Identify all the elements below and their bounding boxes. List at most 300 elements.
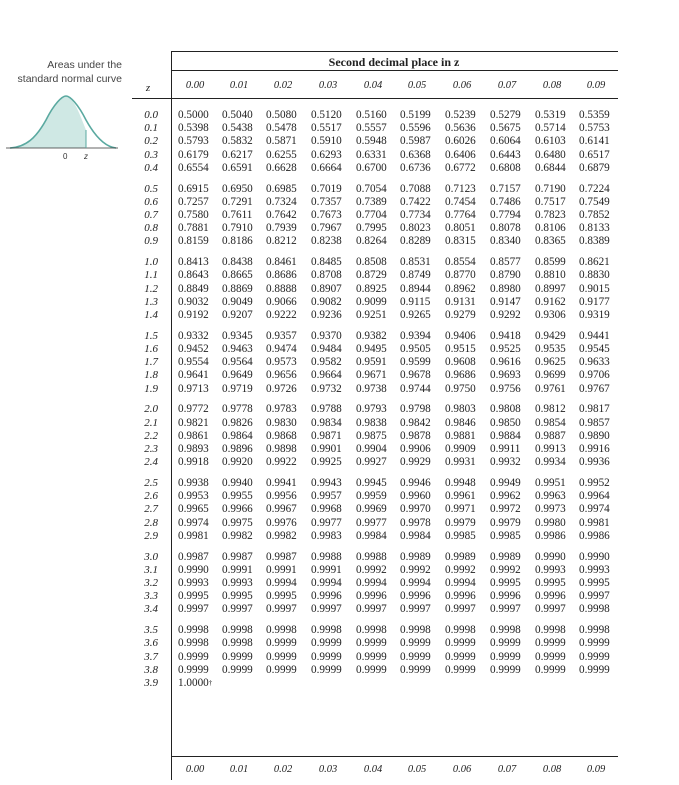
table-cell: 0.9999: [178, 663, 209, 676]
caption-line-2: standard normal curve: [17, 73, 122, 85]
column-header-0-00: 0.00: [185, 80, 205, 91]
z-value: 2.9: [144, 529, 158, 542]
table-cell: 0.8810: [535, 269, 566, 282]
column-footer-0-05: 0.05: [407, 764, 427, 775]
table-cell: 0.9986: [579, 529, 610, 542]
table-cell: 0.9999: [266, 650, 297, 663]
table-cell: 0.9943: [311, 477, 342, 489]
table-cell: 0.9932: [490, 456, 521, 469]
table-cell: 0.9953: [178, 490, 209, 503]
table-cell: 0.9998: [222, 624, 253, 637]
table-cell: 0.6443: [490, 148, 521, 161]
column-header-0-09: 0.09: [586, 80, 606, 91]
table-cell: 0.8413: [178, 256, 209, 269]
bottom-rule: [171, 756, 618, 757]
table-cell: 0.9913: [535, 443, 566, 455]
column-header-0-01: 0.01: [229, 80, 249, 91]
table-cell: 0.9976: [266, 516, 297, 529]
table-cell: 0.9945: [356, 477, 387, 489]
table-cell: 0.9495: [356, 343, 387, 355]
table-cell: 0.9993: [222, 577, 253, 589]
table-cell: 0.8830: [579, 269, 610, 282]
table-cell: 0.9345: [222, 329, 253, 342]
table-cell: 0.9991: [266, 563, 297, 576]
table-cell: 0.9222: [266, 309, 297, 321]
table-cell: 0.9995: [579, 577, 610, 589]
table-cell: 0.9998: [178, 637, 209, 650]
table-cell: 0.9982: [222, 529, 253, 542]
table-cell: 0.9990: [178, 563, 209, 576]
table-cell: 0.9998: [579, 603, 610, 616]
table-cell: 0.9920: [222, 456, 253, 469]
table-cell: 0.9984: [356, 529, 387, 542]
table-cell: 0.9332: [178, 329, 209, 342]
table-cell: 0.9999: [356, 637, 387, 650]
column-footer-0-04: 0.04: [363, 764, 383, 775]
table-cell: 0.9918: [178, 456, 209, 469]
table-cell: 0.9554: [178, 356, 209, 369]
table-cell: 0.6179: [178, 148, 209, 161]
table-cell: 0.9484: [311, 343, 342, 355]
table-cell: 0.9927: [356, 456, 387, 469]
table-cell: 0.9678: [400, 369, 431, 382]
table-cell: 0.9893: [178, 443, 209, 455]
table-cell: 0.9656: [266, 369, 297, 382]
table-cell: 0.7517: [535, 195, 566, 208]
table-cell: 0.9925: [311, 456, 342, 469]
table-cell: 0.9977: [311, 516, 342, 529]
table-cell: 0.9998: [222, 637, 253, 650]
table-cell: 0.6736: [400, 161, 431, 174]
z-value: 3.1: [144, 563, 158, 576]
table-cell: 0.9989: [445, 550, 476, 563]
table-title: Second decimal place in z: [328, 55, 460, 69]
z-value: 2.0: [144, 403, 158, 416]
table-cell: 0.7257: [178, 195, 209, 208]
table-cell: 0.8869: [222, 282, 253, 295]
table-cell: 0.9015: [579, 282, 610, 295]
table-cell: 0.6293: [311, 148, 342, 161]
table-cell: 0.9207: [222, 309, 253, 321]
z-value: 0.9: [144, 235, 158, 248]
table-cell: 0.9834: [311, 416, 342, 429]
table-cell: 0.9991: [222, 563, 253, 576]
table-cell: 0.5359: [579, 109, 610, 121]
table-cell: 0.9842: [400, 416, 431, 429]
table-cell: 0.8980: [490, 282, 521, 295]
table-cell: 0.9686: [445, 369, 476, 382]
table-cell: 0.9996: [490, 590, 521, 603]
table-cell: 0.9997: [445, 603, 476, 616]
table-cell: 0.9463: [222, 343, 253, 355]
table-cell: 0.8212: [266, 235, 297, 248]
table-cell: 0.7190: [535, 182, 566, 195]
table-cell: 0.9956: [266, 490, 297, 503]
table-cell: 0.8264: [356, 235, 387, 248]
table-cell: 0.9931: [445, 456, 476, 469]
table-cell: 0.7967: [311, 222, 342, 235]
table-cell: 0.8554: [445, 256, 476, 269]
z-column-divider: [171, 51, 172, 780]
table-cell: 0.9394: [400, 329, 431, 342]
table-cell: 0.7642: [266, 209, 297, 221]
table-cell: 0.5636: [445, 122, 476, 135]
table-cell: 0.7734: [400, 209, 431, 221]
table-cell: 0.9452: [178, 343, 209, 355]
table-cell: 0.9972: [490, 503, 521, 516]
table-cell: 0.8577: [490, 256, 521, 269]
table-cell: 0.5596: [400, 122, 431, 135]
table-cell: 0.9788: [311, 403, 342, 416]
table-cell: 0.5832: [222, 135, 253, 148]
table-cell: 0.9999: [535, 663, 566, 676]
table-cell: 0.9406: [445, 329, 476, 342]
table-cell: 0.8770: [445, 269, 476, 282]
table-cell: 0.9948: [445, 477, 476, 489]
z-value: 2.7: [144, 503, 158, 516]
table-cell: 0.9989: [490, 550, 521, 563]
top-rule: [171, 51, 618, 52]
table-cell: 0.5948: [356, 135, 387, 148]
table-cell: 0.7764: [445, 209, 476, 221]
table-cell: 0.6808: [490, 161, 521, 174]
z-value: 2.3: [144, 443, 158, 455]
table-cell: 0.8790: [490, 269, 521, 282]
table-cell: 0.9783: [266, 403, 297, 416]
table-cell: 0.9995: [222, 590, 253, 603]
table-cell: 0.7088: [400, 182, 431, 195]
table-cell: 0.6103: [535, 135, 566, 148]
table-cell: 0.9664: [311, 369, 342, 382]
table-cell: 0.7357: [311, 195, 342, 208]
z-value: 2.8: [144, 516, 158, 529]
table-cell: 0.9756: [490, 382, 521, 395]
table-cell: 0.9995: [266, 590, 297, 603]
table-cell: 0.9292: [490, 309, 521, 321]
table-cell: 0.8925: [356, 282, 387, 295]
table-cell: 0.9960: [400, 490, 431, 503]
z-header: z: [145, 82, 151, 94]
z-value: 3.0: [144, 550, 158, 563]
table-cell: 0.9999: [490, 650, 521, 663]
table-cell: 0.5793: [178, 135, 209, 148]
z-value: 0.6: [144, 195, 158, 208]
table-cell: 0.6950: [222, 182, 253, 195]
table-cell: 0.6368: [400, 148, 431, 161]
table-cell: 0.9980: [535, 516, 566, 529]
table-cell: 0.7123: [445, 182, 476, 195]
table-cell: 0.8289: [400, 235, 431, 248]
table-cell: 0.9370: [311, 329, 342, 342]
table-cell: 0.9992: [490, 563, 521, 576]
table-cell: 0.6985: [266, 182, 297, 195]
table-cell: 0.9693: [490, 369, 521, 382]
table-cell: 0.9974: [579, 503, 610, 516]
table-cell: 0.6664: [311, 161, 342, 174]
z-value: 0.5: [144, 182, 158, 195]
column-footer-0-07: 0.07: [497, 764, 517, 775]
table-cell: 0.9515: [445, 343, 476, 355]
table-cell: 0.9999: [356, 663, 387, 676]
table-cell: 0.9957: [311, 490, 342, 503]
table-cell: 0.9857: [579, 416, 610, 429]
column-footer-0-08: 0.08: [542, 764, 562, 775]
z-value: 1.2: [144, 282, 158, 295]
table-cell: 0.8461: [266, 256, 297, 269]
table-cell: 0.8159: [178, 235, 209, 248]
table-cell: 0.6628: [266, 161, 297, 174]
z-value: 1.0: [144, 256, 158, 269]
table-cell: 0.5398: [178, 122, 209, 135]
table-cell: 0.9884: [490, 429, 521, 442]
table-cell: 0.9778: [222, 403, 253, 416]
z-value: 2.6: [144, 490, 158, 503]
table-cell: 0.9147: [490, 295, 521, 308]
table-cell: 0.9999: [535, 650, 566, 663]
table-cell: 0.9999: [311, 663, 342, 676]
table-cell: 0.9625: [535, 356, 566, 369]
table-cell: 0.9850: [490, 416, 521, 429]
z-value: 2.5: [144, 477, 158, 489]
table-cell: 0.9082: [311, 295, 342, 308]
table-cell: 0.9994: [445, 577, 476, 589]
table-cell: 0.9545: [579, 343, 610, 355]
z-value: 3.8: [144, 663, 158, 676]
z-value: 0.1: [144, 122, 158, 135]
table-cell: 0.6772: [445, 161, 476, 174]
table-cell: 0.9808: [490, 403, 521, 416]
table-cell: 0.9974: [178, 516, 209, 529]
table-cell: 0.9525: [490, 343, 521, 355]
z-value: 1.9: [144, 382, 158, 395]
table-cell: 0.8238: [311, 235, 342, 248]
table-cell: 0.7157: [490, 182, 521, 195]
table-cell: 0.9904: [356, 443, 387, 455]
column-footer-0-00: 0.00: [185, 764, 205, 775]
table-cell: 0.5160: [356, 109, 387, 121]
table-cell: 0.9998: [400, 624, 431, 637]
z-value: 2.2: [144, 429, 158, 442]
table-cell: 0.6915: [178, 182, 209, 195]
table-cell: 0.9993: [579, 563, 610, 576]
table-cell: 0.9993: [178, 577, 209, 589]
table-cell: 0.9996: [356, 590, 387, 603]
table-cell: 0.5438: [222, 122, 253, 135]
table-cell: 0.9418: [490, 329, 521, 342]
table-cell: 0.7454: [445, 195, 476, 208]
table-cell: 0.9744: [400, 382, 431, 395]
table-cell: 0.9955: [222, 490, 253, 503]
table-cell: 0.9251: [356, 309, 387, 321]
table-cell: 0.5517: [311, 122, 342, 135]
table-cell: 0.6406: [445, 148, 476, 161]
column-header-0-07: 0.07: [497, 80, 517, 91]
table-cell: 0.8686: [266, 269, 297, 282]
table-cell: 0.8708: [311, 269, 342, 282]
table-cell: 0.9977: [356, 516, 387, 529]
z-value: 1.7: [144, 356, 158, 369]
table-cell: 0.9989: [400, 550, 431, 563]
table-cell: 0.9099: [356, 295, 387, 308]
table-cell: 0.9706: [579, 369, 610, 382]
table-cell: 0.9803: [445, 403, 476, 416]
table-cell: 0.9306: [535, 309, 566, 321]
curve-label-zero: 0: [63, 152, 68, 161]
table-cell: 0.9793: [356, 403, 387, 416]
table-cell: 0.8907: [311, 282, 342, 295]
dagger-footnote-mark: †: [208, 679, 213, 687]
table-cell: 0.9830: [266, 416, 297, 429]
table-cell: 0.7794: [490, 209, 521, 221]
table-cell: 0.9906: [400, 443, 431, 455]
table-cell: 0.5871: [266, 135, 297, 148]
table-cell: 0.8186: [222, 235, 253, 248]
table-cell: 0.9429: [535, 329, 566, 342]
table-cell: 0.5120: [311, 109, 342, 121]
table-cell: 0.9946: [400, 477, 431, 489]
table-cell: 0.9871: [311, 429, 342, 442]
table-cell: 0.9996: [535, 590, 566, 603]
z-value: 1.4: [144, 309, 158, 321]
table-cell: 0.9952: [579, 477, 610, 489]
caption-line-1: Areas under the: [47, 59, 122, 71]
table-cell: 0.9997: [579, 590, 610, 603]
table-cell: 0.9998: [445, 624, 476, 637]
table-cell: 0.5199: [400, 109, 431, 121]
curve-caption: [0, 58, 122, 86]
z-value: 1.6: [144, 343, 158, 355]
table-cell: 0.8944: [400, 282, 431, 295]
table-cell: 0.9999: [400, 637, 431, 650]
table-cell: 0.9901: [311, 443, 342, 455]
column-header-0-04: 0.04: [363, 80, 383, 91]
table-cell: 0.9983: [311, 529, 342, 542]
z-value: 0.2: [144, 135, 158, 148]
table-cell: 0.9987: [222, 550, 253, 563]
table-cell: 0.9896: [222, 443, 253, 455]
table-cell: 0.7389: [356, 195, 387, 208]
table-cell: 0.9131: [445, 295, 476, 308]
table-cell: 0.9812: [535, 403, 566, 416]
table-cell: 0.6591: [222, 161, 253, 174]
table-cell: 0.7673: [311, 209, 342, 221]
table-cell: 0.5987: [400, 135, 431, 148]
table-cell: 0.7422: [400, 195, 431, 208]
table-cell: 0.9999: [490, 663, 521, 676]
table-cell: 0.5000: [178, 109, 209, 121]
table-cell: 0.7881: [178, 222, 209, 235]
table-cell: 0.9995: [535, 577, 566, 589]
table-cell: 0.9881: [445, 429, 476, 442]
table-cell: 0.9987: [266, 550, 297, 563]
table-cell: 0.8849: [178, 282, 209, 295]
table-cell: 0.8133: [579, 222, 610, 235]
table-cell: 0.6879: [579, 161, 610, 174]
table-cell: 0.9979: [490, 516, 521, 529]
table-cell: 0.9898: [266, 443, 297, 455]
table-cell: 0.9999: [266, 637, 297, 650]
table-cell: 0.9949: [490, 477, 521, 489]
header-rule: [132, 98, 618, 99]
table-cell: 0.9981: [178, 529, 209, 542]
table-cell: 0.9772: [178, 403, 209, 416]
table-cell: 0.9997: [356, 603, 387, 616]
table-cell: 0.9963: [535, 490, 566, 503]
table-cell: 0.9887: [535, 429, 566, 442]
z-value: 3.5: [144, 624, 158, 637]
table-cell: 0.9911: [490, 443, 521, 455]
table-cell: 0.9999: [579, 663, 610, 676]
table-cell: 0.9999: [356, 650, 387, 663]
normal-curve-icon: [6, 90, 118, 170]
table-cell: 0.9726: [266, 382, 297, 395]
z-value: 0.7: [144, 209, 158, 221]
table-cell: 0.9936: [579, 456, 610, 469]
table-cell: 0.9474: [266, 343, 297, 355]
table-cell: 0.9998: [356, 624, 387, 637]
table-cell: 0.9162: [535, 295, 566, 308]
table-cell: 0.6844: [535, 161, 566, 174]
table-cell: 0.9979: [445, 516, 476, 529]
table-cell: 0.9049: [222, 295, 253, 308]
table-cell: 0.9999: [222, 650, 253, 663]
table-cell: 0.9996: [311, 590, 342, 603]
table-cell: 0.8621: [579, 256, 610, 269]
table-cell: 0.9970: [400, 503, 431, 516]
table-cell: 0.9997: [178, 603, 209, 616]
table-cell: 0.9997: [535, 603, 566, 616]
table-cell: 0.6026: [445, 135, 476, 148]
table-cell: 0.9761: [535, 382, 566, 395]
table-cell: 0.8078: [490, 222, 521, 235]
table-cell: 0.9998: [490, 624, 521, 637]
table-cell: 0.9999: [266, 663, 297, 676]
table-cell: 0.9984: [400, 529, 431, 542]
table-cell: 0.7852: [579, 209, 610, 221]
table-cell: 0.9978: [400, 516, 431, 529]
table-cell: 0.5714: [535, 122, 566, 135]
column-header-0-03: 0.03: [318, 80, 338, 91]
table-cell: 0.9981: [579, 516, 610, 529]
table-cell: 0.9968: [311, 503, 342, 516]
table-cell: 0.9965: [178, 503, 209, 516]
table-cell: 0.8365: [535, 235, 566, 248]
table-cell: 0.9995: [490, 577, 521, 589]
table-cell: 0.9738: [356, 382, 387, 395]
table-cell: 0.8438: [222, 256, 253, 269]
table-cell: 0.7823: [535, 209, 566, 221]
z-value: 1.1: [144, 269, 158, 282]
column-header-0-08: 0.08: [542, 80, 562, 91]
table-cell: 0.9994: [356, 577, 387, 589]
table-cell: 0.9999: [222, 663, 253, 676]
table-cell: 0.6700: [356, 161, 387, 174]
z-value: 3.7: [144, 650, 158, 663]
table-cell: 0.9582: [311, 356, 342, 369]
table-cell: 0.9599: [400, 356, 431, 369]
table-cell: 0.9854: [535, 416, 566, 429]
table-cell: 0.9999: [178, 650, 209, 663]
table-cell: 0.9265: [400, 309, 431, 321]
table-cell: 0.9641: [178, 369, 209, 382]
table-cell: 0.5753: [579, 122, 610, 135]
table-cell: 0.9608: [445, 356, 476, 369]
table-cell: 0.8340: [490, 235, 521, 248]
table-cell: 0.5279: [490, 109, 521, 121]
table-cell: 0.7324: [266, 195, 297, 208]
curve-label-z: z: [84, 152, 88, 161]
z-value: 3.2: [144, 577, 158, 589]
